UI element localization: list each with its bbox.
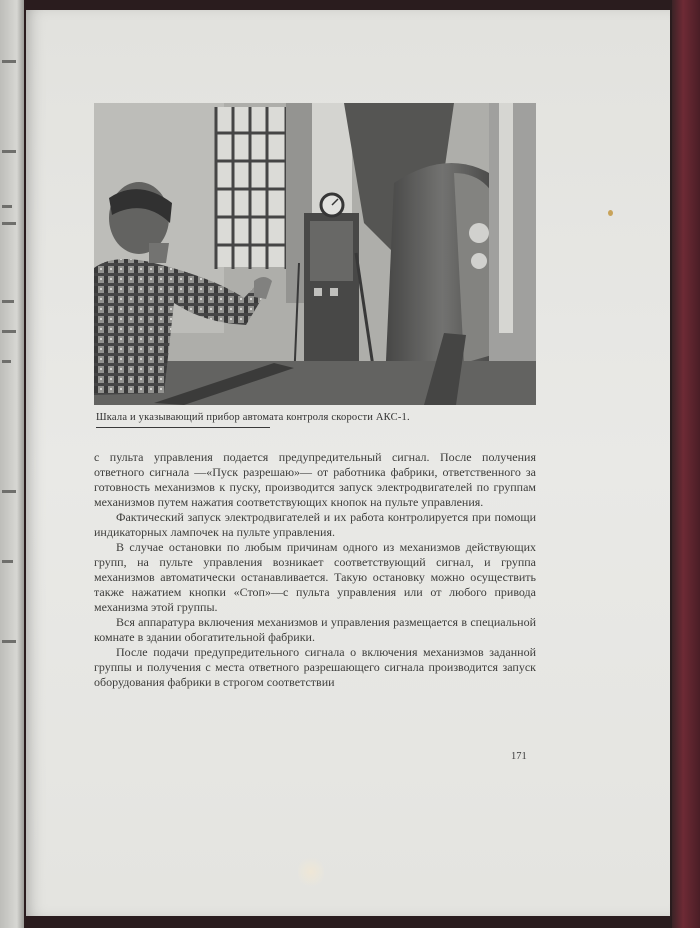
figure-caption: Шкала и указывающий прибор автомата контроля скорости АКС-1. [96,412,410,423]
previous-page-edge [0,0,24,928]
paper-stain [298,855,324,889]
paragraph: После подачи предупредительного сигнала о включения механизмов заданной группы и получения с места ответного разрешающего сигнала производится запуск оборудования фабрики в строгом соответствии [94,645,536,689]
paragraph: Фактический запуск электродвигателей и их работа контролируется при помощи индикаторных лампочек на пульте управления. [94,510,536,539]
page-number: 171 [511,751,527,762]
caption-underline [96,427,270,428]
paper-stain [608,210,613,216]
factory-photo-image [94,103,536,405]
book-cover-edge [672,0,700,928]
factory-photo [94,103,536,405]
paragraph: В случае остановки по любым причинам одного из механизмов действующих групп, на пульте управления возникает соответствующий сигнал, и группа механизмов автоматически останавливается. Такую остановку можно осуществить также нажатием кнопки «Стоп»—с пульта управления или от любого привода механизма этой группы. [94,540,536,614]
body-text [94,450,536,690]
paragraph: с пульта управления подается предупредительный сигнал. После получения ответного сигнала —«Пуск разрешаю»— от работника фабрики, ответственного за готовность механизмов к пуску, производится запуск электродвигателей по группам механизмов путем нажатия соответствующих кнопок на пульте управления. [94,450,536,509]
book-page [26,10,670,916]
paragraph: Вся аппаратура включения механизмов и управления размещается в специальной комнате в здании обогатительной фабрики. [94,615,536,644]
